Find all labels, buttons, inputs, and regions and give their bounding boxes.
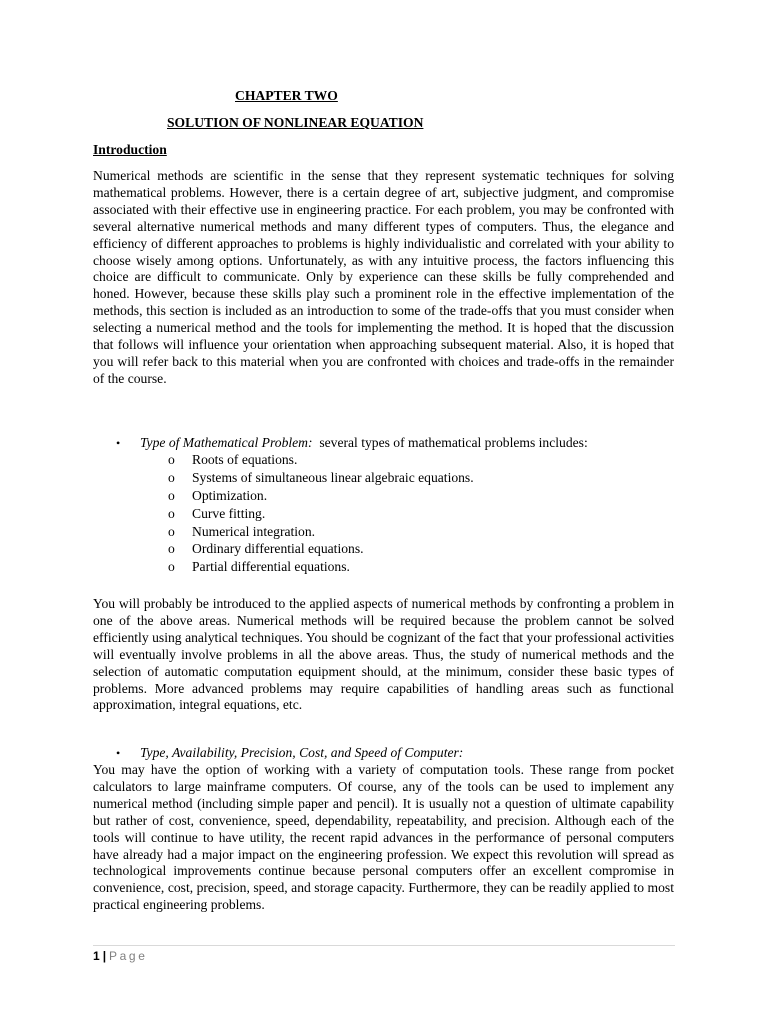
footer-separator: | — [102, 949, 107, 963]
computation-tools-paragraph: You may have the option of working with a variety of computation tools. These range from pocket calculators to large mainframe computers. Of course, any of the tools can be used to implement any numerical method (including simple paper and pencil). It is usually not a question of ultimate capability but rather of cost, convenience, speed, dependability, repeatability, and precision. Although each of the tools will continue to have utility, the recent rapid advances in the performance of personal computers have already had a major impact on the engineering profession. We expect this revolution will spread as technological improvements continue because personal computers offer an excellent compromise in convenience, cost, precision, speed, and storage capacity. Furthermore, they can be readily applied to most practical engineering problems. — [93, 762, 674, 913]
bullet-label: Type of Mathematical Problem: — [140, 435, 313, 450]
bullet-text: several types of mathematical problems includes: — [319, 435, 588, 450]
circle-bullet-icon: o — [168, 487, 175, 503]
chapter-heading: CHAPTER TWO — [235, 88, 338, 103]
circle-bullet-icon: o — [168, 505, 175, 521]
document-page: CHAPTER TWO SOLUTION OF NONLINEAR EQUATION Introduction Numerical methods are scientific in the sense that they represent systematic techniques for solving mathematical problems. However, there is a certain degree of art, subjective judgment, and compromise associated with their effective use in engineering practice. For each problem, you may be confronted with several alternative numerical methods and many different types of computers. Thus, the elegance and efficiency of different approaches to problems is highly individualistic and correlated with your ability to choose wisely among options. Unfortunately, as with any intuitive process, the factors influencing this choice are difficult to communicate. Only by experience can these skills be fully comprehended and honed. However, because these skills play such a prominent role in the effective implementation of the methods, this section is included as an introduction to some of the trade-offs that you must consider when selecting a numerical method and the tools for implementing the method. It is hoped that the discussion that follows will influence your orientation when approaching subsequent material. Also, it is hoped that you will refer back to this material when you are confronted with choices and trade-offs in the remainder of the course. • Type of Mathematical Problem: several types of mathematical problems includes: o Roots of equations. o Systems of simultaneous linear algebraic equations. o Optimization. o Curve fitting. o Numerical integration. o Ordinary differential equations. o Partial differential equations. You will probably be introduced to the applied aspects of numerical methods by confronting a problem in one of the above areas. Numerical methods will be required because the problem cannot be solved efficiently using analytical techniques. You should be cognizant of the fact that your professional activities will eventually involve problems in all the above areas. Thus, the study of numerical methods and the selection of automatic computation equipment should, at the minimum, consider these basic types of problems. More advanced problems may require capabilities of handling areas such as functional approximation, integral equations, etc. • Type, Availability, Precision, Cost, and Speed of Computer: You may have the option of working with a variety of computation tools. These range from pocket calculators to large mainframe computers. Of course, any of the tools can be used to implement any numerical method (including simple paper and pencil). It is usually not a question of ultimate capability but rather of cost, convenience, speed, dependability, repeatability, and precision. Although each of the tools will continue to have utility, the recent rapid advances in the performance of personal computers have already had a major impact on the engineering profession. We expect this revolution will spread as technological improvements continue because personal computers offer an excellent compromise in convenience, cost, precision, speed, and storage capacity. Furthermore, they can be readily applied to most practical engineering problems. 1 | Page — [93, 88, 674, 963]
bullet-label: Type, Availability, Precision, Cost, and Speed of Computer: — [140, 745, 464, 760]
page-label: Page — [109, 949, 148, 963]
applied-aspects-paragraph: You will probably be introduced to the applied aspects of numerical methods by confronting a problem in one of the above areas. Numerical methods will be required because the problem cannot be solved efficiently using analytical techniques. You should be cognizant of the fact that your professional activities will eventually involve problems in all the above areas. Thus, the study of numerical methods and the selection of automatic computation equipment should, at the minimum, consider these basic types of problems. More advanced problems may require capabilities of handling areas such as functional approximation, integral equations, etc. — [93, 596, 674, 713]
bullet-icon: • — [116, 436, 121, 450]
introduction-heading: Introduction — [93, 142, 167, 157]
circle-bullet-icon: o — [168, 523, 175, 539]
circle-bullet-icon: o — [168, 541, 175, 557]
footer-divider — [93, 945, 675, 946]
circle-bullet-icon: o — [168, 559, 175, 575]
page-number: 1 — [93, 949, 100, 963]
chapter-title: SOLUTION OF NONLINEAR EQUATION — [167, 115, 424, 130]
bullet-icon: • — [116, 746, 121, 760]
circle-bullet-icon: o — [168, 452, 175, 467]
circle-bullet-icon: o — [168, 469, 175, 485]
page-footer — [93, 948, 147, 965]
introduction-paragraph: Numerical methods are scientific in the sense that they represent systematic techniques for solving mathematical problems. However, there is a certain degree of art, subjective judgment, and compromise associated with their effective use in engineering practice. For each problem, you may be confronted with several alternative numerical methods and many different types of computers. Thus, the elegance and efficiency of different approaches to problems is highly individualistic and correlated with your ability to choose wisely among options. Unfortunately, as with any intuitive process, the factors influencing this choice are difficult to communicate. Only by experience can these skills be fully comprehended and honed. However, because these skills play such a prominent role in the effective implementation of the methods, this section is included as an introduction to some of the trade-offs that you must consider when selecting a numerical method and the tools for implementing the method. It is hoped that the discussion that follows will influence your orientation when approaching subsequent material. Also, it is hoped that you will refer back to this material when you are confronted with choices and trade-offs in the remainder of the course. — [93, 168, 674, 386]
